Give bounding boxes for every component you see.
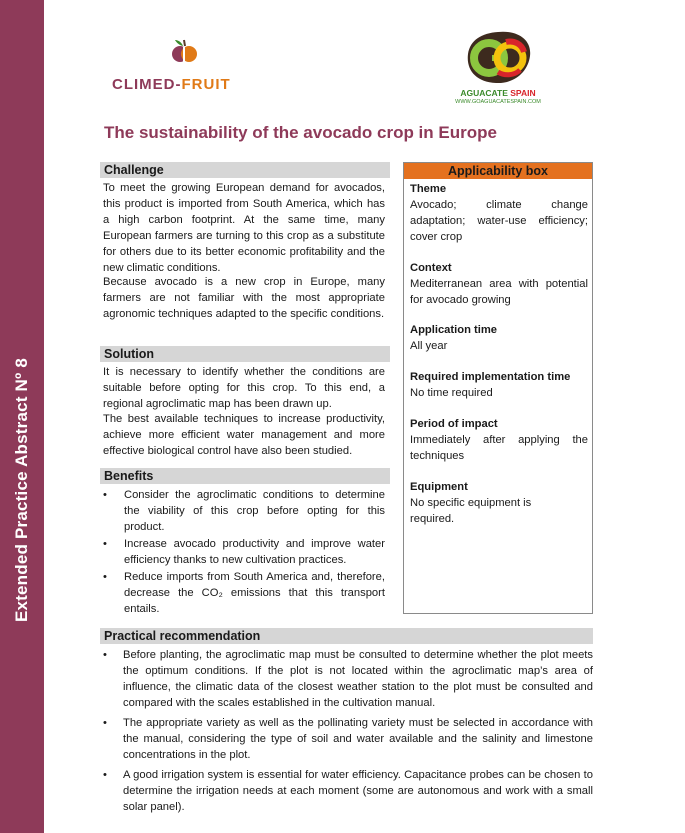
context-block: [410, 260, 588, 308]
list-item: • The appropriate variety as well as the pollinating variety must be selected in accordance with the manual, considering the type of soil and water available and the salinity and limestone concentrations in the plot.: [103, 717, 593, 761]
avocado-go-icon: [462, 28, 534, 86]
solution-paragraph-2: The best available techniques to increase productivity, achieve more efficient water management and more effective biological control have also been studied.: [103, 413, 385, 457]
sidebar-band: [0, 0, 44, 833]
impact-block: [410, 416, 588, 464]
aguacate-spain-wordmark: AGUACATE SPAIN: [460, 88, 536, 98]
climed-fruit-logo: [112, 38, 252, 98]
bullet-icon: •: [103, 489, 107, 501]
page-title: The sustainability of the avocado crop in Europe: [104, 123, 497, 142]
bullet-icon: •: [103, 717, 107, 729]
benefits-heading: Benefits: [100, 468, 390, 484]
list-item: • Reduce imports from South America and, therefore, decrease the CO₂ emissions that this transport entails.: [103, 571, 385, 615]
theme-block: [410, 181, 588, 245]
challenge-paragraph-1: To meet the growing European demand for avocados, this product is imported from South America, which has a high carbon footprint. At the same time, many European farmers are turning to this crop as a substitute for others due to its better economic profitability and the new climatic conditions.: [103, 182, 385, 274]
challenge-paragraph-2: Because avocado is a new crop in Europe, many farmers are not familiar with the most appropriate agronomic techniques adapted to the specific conditions.: [103, 276, 385, 320]
applicability-heading: Applicability box: [404, 163, 592, 179]
equipment-label: Equipment: [410, 481, 468, 493]
bullet-icon: •: [103, 571, 107, 583]
applicability-box: [403, 162, 593, 614]
challenge-heading: Challenge: [100, 162, 390, 178]
aguacate-spain-logo: [448, 28, 548, 108]
equipment-block: [410, 479, 588, 527]
theme-label: Theme: [410, 183, 447, 195]
apple-icon: [170, 38, 198, 64]
benefits-list: [103, 487, 385, 617]
impact-value: Immediately after applying the techniques: [410, 434, 588, 462]
solution-heading: Solution: [100, 346, 390, 362]
equipment-value: No specific equipment is required.: [410, 497, 532, 525]
implementation-time-value: No time required: [410, 387, 493, 399]
list-item: • Before planting, the agroclimatic map must be consulted to determine whether the plot meets the optimum conditions. If the plot is not located within the agroclimatic map’s area of influence, the climatic data of the closest weather station to the plot must be consulted and compared with the scales established in the cultivation manual.: [103, 649, 593, 709]
list-item: • Consider the agroclimatic conditions to determine the viability of this crop before opting for this product.: [103, 489, 385, 533]
practical-heading: Practical recommendation: [100, 628, 593, 644]
application-time-value: All year: [410, 340, 448, 352]
bullet-icon: •: [103, 538, 107, 550]
list-item: • A good irrigation system is essential for water efficiency. Capacitance probes can be chosen to determine the irrigation needs at each moment (some are autonomous and work with a small solar panel).: [103, 769, 593, 813]
context-label: Context: [410, 262, 452, 274]
solution-paragraph-1: It is necessary to identify whether the conditions are suitable before opting for this crop. To this end, a regional agroclimatic map has been drawn up.: [103, 366, 385, 410]
climed-fruit-wordmark: CLIMED-FRUIT: [112, 76, 231, 93]
application-time-label: Application time: [410, 324, 498, 336]
context-value: Mediterranean area with potential for avocado growing: [410, 278, 588, 306]
practical-list: [103, 647, 593, 815]
implementation-time-block: [410, 369, 588, 401]
bullet-icon: •: [103, 769, 107, 781]
theme-value: Avocado; climate change adaptation; water-use efficiency; cover crop: [410, 199, 588, 243]
aguacate-spain-url: WWW.GOAGUACATESPAIN.COM: [455, 99, 541, 105]
impact-label: Period of impact: [410, 418, 498, 430]
list-item: • Increase avocado productivity and improve water efficiency thanks to new cultivation practices.: [103, 538, 385, 566]
application-time-block: [410, 322, 588, 354]
implementation-time-label: Required implementation time: [410, 371, 571, 383]
bullet-icon: •: [103, 649, 107, 661]
sidebar-title: Extended Practice Abstract Nº 8: [12, 357, 31, 623]
